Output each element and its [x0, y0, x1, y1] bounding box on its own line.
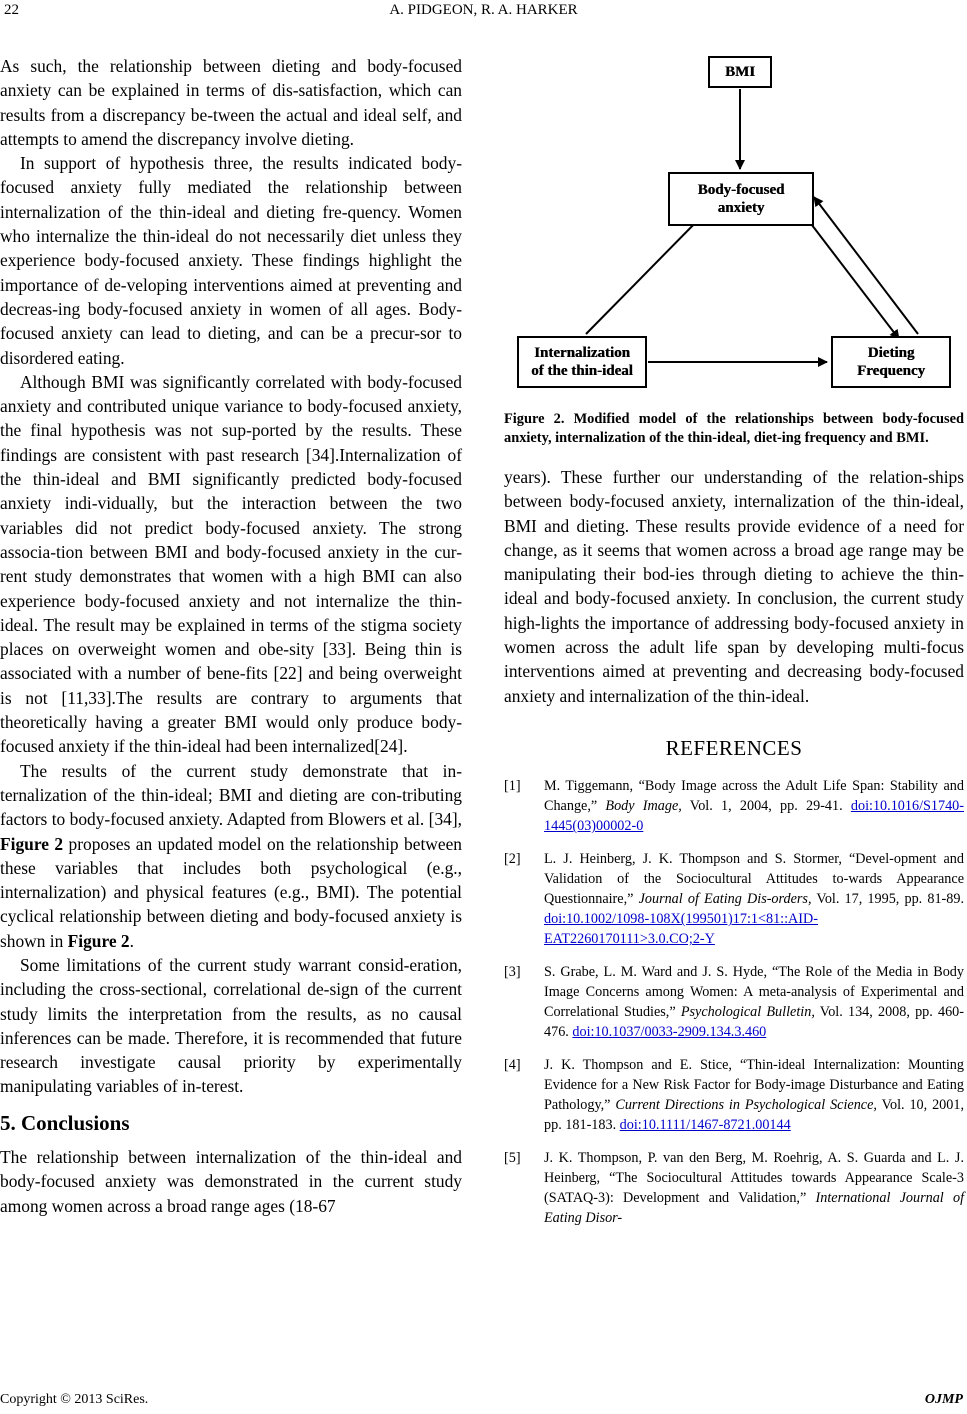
- box-bmi: [708, 56, 772, 88]
- reference-number: [1]: [504, 778, 521, 795]
- paragraph-text: proposes an updated model on the relationship between these variables that includes both psychological (e.g., internalization) and physical features (e.g., BMI). The potential cyclical relationship between dieting and body-focused anxiety is shown in: [0, 833, 462, 951]
- reference-text: J. K. Thompson, P. van den Berg, M. Roehrig, A. S. Guarda and L. J. Heinberg, “The Sociocultural Attitudes towards Appearance Scale-3 (SATAQ-3): Development and Validation,”: [544, 1150, 964, 1207]
- reference-source: Journal of Eating Dis-orders,: [638, 891, 812, 908]
- figure-2-diagram: [504, 54, 964, 404]
- doi-link[interactable]: doi:10.1016/S1740-1445(03)00002-0: [544, 798, 965, 835]
- references-list: [504, 776, 964, 1228]
- box-internalization: [517, 336, 647, 388]
- reference-number: [4]: [504, 1057, 521, 1074]
- journal-abbrev: OJMP: [924, 1392, 963, 1407]
- box-body-focused-anxiety: [668, 172, 814, 226]
- reference-details: Vol. 17, 1995, pp. 81-89.: [811, 891, 964, 908]
- figure-caption: Figure 2. Modified model of the relationships between body-focused anxiety, internalization of the thin-ideal, diet-ing frequency and BMI.: [504, 411, 964, 446]
- reference-number: [3]: [504, 964, 521, 981]
- reference-source: Psychological Bulletin,: [680, 1004, 815, 1021]
- reference-details: Vol. 10, 2001, pp. 181-183.: [544, 1097, 965, 1134]
- reference-source: Body Image,: [605, 798, 682, 815]
- box-anxiety-line2: anxiety: [717, 200, 765, 216]
- reference-number: [2]: [504, 851, 521, 868]
- box-dieting-line1: Dieting: [867, 345, 915, 361]
- paragraph-text: The results of the current study demonstrate that in-ternalization of the thin-ideal; BMI and dieting are con-tributing factors to body-focused anxiety. Adapted from Blowers et al. [34],: [0, 760, 462, 830]
- paragraph: As such, the relationship between dieting and body-focused anxiety can be explained in terms of dis-satisfaction, which can results from a discrepancy be-tween the actual and ideal self, and attempts to amend the discrepancy involve dieting.: [0, 56, 462, 149]
- paragraph: In support of hypothesis three, the results indicated body-focused anxiety fully mediated the relationship between internalization of the thin-ideal and dieting fre-quency. Women who internalize the thin-ideal do not necessarily diet unless they experience body-focused anxiety. These findings highlight the importance of de-veloping interventions aimed at preventing and decreas-ing body-focused anxiety in women of all ages. Body-focused anxiety can lead to dieting, and can be a precur-sor to disordered eating.: [0, 153, 462, 368]
- reference-text: L. J. Heinberg, J. K. Thompson and S. Stormer, “Devel-opment and Validation of the Sociocultural Attitudes to-wards Appearance Questionnaire,”: [544, 851, 964, 908]
- doi-link[interactable]: doi:10.1111/1467-8721.00144: [619, 1117, 791, 1134]
- copyright-text: Copyright © 2013 SciRes.: [0, 1392, 149, 1407]
- paragraph-text: .: [129, 930, 134, 951]
- paragraph: The relationship between internalization of the thin-ideal and body-focused anxiety was demonstrated in the current study among women across a broad range ages (18-67: [0, 1147, 462, 1216]
- box-bmi-label: BMI: [725, 64, 755, 80]
- reference-source: International Journal of Eating Disor-: [544, 1190, 965, 1227]
- box-anxiety-line1: Body-focused: [697, 182, 785, 198]
- left-column: [0, 54, 462, 1218]
- arrow-dieting-to-anxiety: [814, 197, 918, 334]
- figure-reference-link[interactable]: Figure 2: [67, 930, 130, 951]
- right-column: [504, 54, 964, 1241]
- doi-link[interactable]: doi:10.1002/1098-108X(199501)17:1<81::AID-EAT2260170111>3.0.CO;2-Y: [544, 911, 818, 948]
- reference-details: Vol. 1, 2004, pp. 29-41.: [681, 798, 851, 815]
- paragraph: Although BMI was significantly correlated with body-focused anxiety and contributed unique variance to body-focused anxiety, the final hypothesis was not sup-ported by the results. These findings are consistent with past research [34].Internalization of the thin-ideal and BMI significantly predicted body-focused anxiety indi-vidually, but the interaction between the two variables did not predict body-focused anxiety. The strong associa-tion between BMI and body-focused anxiety in the cur-rent study demonstrates that women with a high BMI can also experience body-focused anxiety and not internalize the thin-ideal. The result may be explained in terms of the stigma society places on overweight women and obe-sity [33]. Being thin is associated with a number of bene-fits [22] and being overweight is not [11,33].The results are contrary to arguments that theoretically having a greater BMI would only produce body-focused anxiety if the thin-ideal had been internalized[24].: [0, 371, 462, 757]
- reference-item: [504, 962, 964, 1042]
- doi-link[interactable]: doi:10.1037/0033-2909.134.3.460: [572, 1024, 767, 1041]
- box-dieting-frequency: [831, 336, 951, 388]
- reference-source: Current Directions in Psychological Science,: [615, 1097, 877, 1114]
- references-title: REFERENCES: [665, 735, 803, 760]
- reference-text: S. Grabe, L. M. Ward and J. S. Hyde, “The Role of the Media in Body Image Concerns among Women: A meta-analysis of Experimental and Correlational Studies,”: [544, 964, 964, 1021]
- box-internalization-line1: Internalization: [534, 345, 630, 361]
- reference-number: [5]: [504, 1150, 521, 1167]
- box-internalization-line2: of the thin-ideal: [531, 363, 633, 379]
- page-header: [0, 2, 967, 24]
- paragraph: Some limitations of the current study warrant consid-eration, including the cross-sectional, correlational de-sign of the current study limits the interpretation from the results, as no causal inferences can be made. Therefore, it is recommended that future research investigate causal priority by experimentally manipulating variables of in-terest.: [0, 954, 462, 1097]
- box-dieting-line2: Frequency: [856, 363, 926, 379]
- section-title: 5. Conclusions: [0, 1110, 130, 1135]
- reference-text: J. K. Thompson and E. Stice, “Thin-ideal Internalization: Mounting Evidence for a New Risk Factor for Body-image Disturbance and Eating Pathology,”: [544, 1057, 964, 1114]
- paragraph: [0, 759, 462, 953]
- arrow-internalization-to-anxiety: [586, 214, 704, 334]
- reference-item: [504, 1148, 964, 1228]
- reference-text: M. Tiggemann, “Body Image across the Adult Life Span: Stability and Change,”: [544, 778, 964, 815]
- paragraph: years). These further our understanding of the relation-ships between body-focused anxiety, internalization of the thin-ideal, BMI and dieting. These results provide evidence of a need for change, as it seems that women across a broad age range may be manipulating their bod-ies through dieting to achieve the thin-ideal and body-focused anxiety. In conclusion, the current study high-lights the importance of addressing body-focused anxiety in women across the adult life span by developing multi-focus interventions aimed at preventing and decreasing body-focused anxiety and internalization of the thin-ideal.: [504, 467, 964, 706]
- running-title: A. PIDGEON, R. A. HARKER: [389, 2, 578, 18]
- arrow-anxiety-to-dieting: [802, 212, 899, 339]
- reference-item: [504, 1055, 964, 1135]
- figure-reference-link[interactable]: Figure 2: [0, 833, 64, 854]
- reference-item: [504, 849, 964, 949]
- reference-item: [504, 776, 964, 836]
- reference-details: Vol. 134, 2008, pp. 460-476.: [544, 1004, 965, 1041]
- page-number: 22: [4, 2, 19, 18]
